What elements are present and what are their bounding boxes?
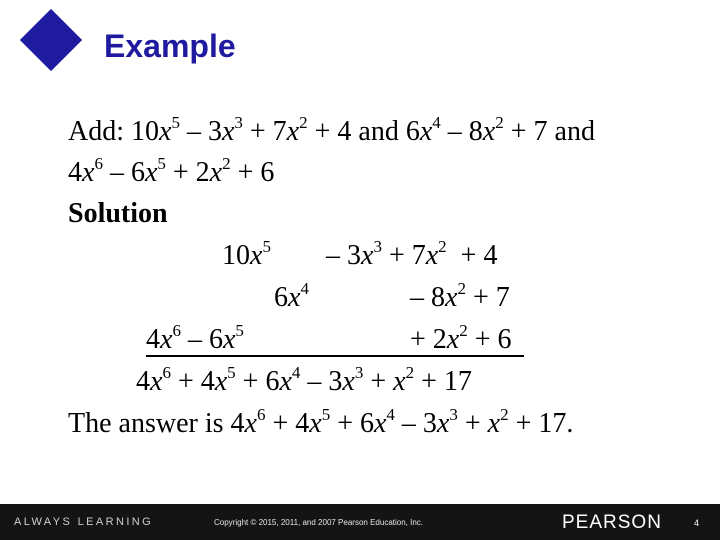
addend-3-term-b: + $2x^2 + 6$ [410, 320, 512, 355]
diamond-icon [20, 9, 82, 71]
addend-2-term-b: – $8x^2 + 7$ [410, 278, 510, 313]
slide-title: Example [104, 28, 236, 64]
problem-end: and [547, 116, 595, 147]
addend-1-term-b: – $3x^3 + 7x^2 + 4$ [326, 236, 498, 271]
footer-bar [0, 504, 720, 540]
addend-1-term-a: $10x^5$ [222, 236, 271, 271]
answer-prefix: The answer is 4 [68, 408, 245, 439]
sum-row: $4x^6 + 4x^5 + 6x^4 - 3x^3 + x^2 + 17$ [136, 362, 472, 397]
addend-3-term-a: $4x^6 - 6x^5$ [146, 320, 244, 355]
pearson-logo: PEARSON [562, 512, 662, 533]
solution-heading: Solution [68, 198, 168, 229]
footer-copyright: Copyright © 2015, 2011, and 2007 Pearson Education, Inc. [214, 518, 423, 527]
problem-intro: Add: 10 [68, 116, 159, 147]
page-number: 4 [694, 518, 700, 528]
answer-line: The answer is $4x^6 + 4x^5 + 6x^4 - 3x^3 + x^2 + 17$. [68, 404, 574, 439]
footer-tagline: ALWAYS LEARNING [14, 516, 154, 528]
problem-line-1: Add: $10x^5 - 3x^3 + 7x^2 + 4$ and $6x^4 - 8x^2 + 7$ and [68, 112, 595, 147]
problem-line-2: $4x^6 - 6x^5 + 2x^2 + 6$ [68, 153, 275, 188]
addend-2-term-a: $6x^4$ [274, 278, 309, 313]
problem-and: and 6 [351, 116, 420, 147]
sum-rule [146, 355, 524, 357]
